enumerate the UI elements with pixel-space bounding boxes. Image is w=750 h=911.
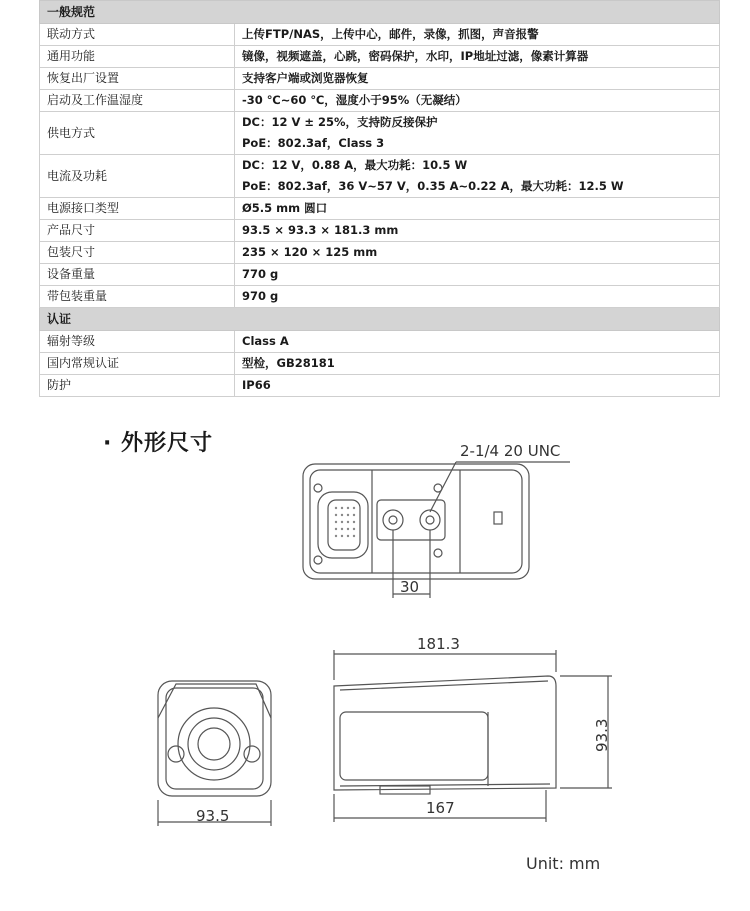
- bottom-view-drawing: [303, 462, 570, 598]
- side-view-drawing: [334, 650, 612, 822]
- section-title: 一般规范: [40, 1, 720, 24]
- spec-value: 93.5 × 93.3 × 181.3 mm: [242, 223, 399, 237]
- spec-value: 镜像，视频遮盖，心跳，密码保护，水印，IP地址过滤，像素计算器: [242, 49, 589, 63]
- spec-value: Class A: [242, 334, 289, 348]
- front-view-drawing: [158, 681, 271, 826]
- grille-pattern: [335, 507, 355, 537]
- spec-value: IP66: [242, 378, 271, 392]
- spec-label: 包装尺寸: [40, 242, 235, 264]
- dimensions-heading: · 外形尺寸: [103, 431, 214, 456]
- spec-label: 供电方式: [40, 112, 235, 155]
- spec-value: 235 × 120 × 125 mm: [242, 245, 378, 259]
- spec-label: 电流及功耗: [40, 155, 235, 198]
- spec-value: 970 g: [242, 289, 279, 303]
- thread-label: 2-1/4 20 UNC: [460, 442, 561, 460]
- spec-label: 设备重量: [40, 264, 235, 286]
- width-label: 93.5: [196, 807, 230, 825]
- spec-label: 辐射等级: [40, 331, 235, 353]
- unit-label: Unit: mm: [526, 854, 601, 873]
- section-title: 认证: [40, 308, 720, 331]
- spec-label: 启动及工作温湿度: [40, 90, 235, 112]
- spec-value: DC：12 V ± 25%，支持防反接保护: [242, 115, 438, 129]
- spec-label: 防护: [40, 375, 235, 397]
- spec-value: PoE：802.3af，Class 3: [242, 136, 385, 150]
- hole-spacing-label: 30: [400, 578, 420, 596]
- spec-label: 恢复出厂设置: [40, 68, 235, 90]
- spec-value: -30 ℃~60 ℃，湿度小于95%（无凝结）: [242, 93, 467, 107]
- spec-value: PoE：802.3af，36 V~57 V，0.35 A~0.22 A，最大功耗：12.5 W: [242, 179, 624, 193]
- spec-label: 电源接口类型: [40, 198, 235, 220]
- body-length-label: 167: [426, 799, 455, 817]
- height-label: 93.3: [593, 718, 611, 752]
- spec-label: 国内常规认证: [40, 353, 235, 375]
- spec-label: 通用功能: [40, 46, 235, 68]
- spec-value: DC：12 V，0.88 A，最大功耗：10.5 W: [242, 158, 468, 172]
- spec-value: 型检，GB28181: [242, 356, 335, 370]
- spec-label: 带包装重量: [40, 286, 235, 308]
- spec-value: Ø5.5 mm 圆口: [242, 201, 328, 215]
- spec-label: 产品尺寸: [40, 220, 235, 242]
- spec-value: 上传FTP/NAS，上传中心，邮件，录像，抓图，声音报警: [242, 27, 539, 41]
- spec-value: 支持客户端或浏览器恢复: [242, 71, 369, 85]
- spec-value: 770 g: [242, 267, 279, 281]
- length-label: 181.3: [417, 635, 460, 653]
- spec-label: 联动方式: [40, 24, 235, 46]
